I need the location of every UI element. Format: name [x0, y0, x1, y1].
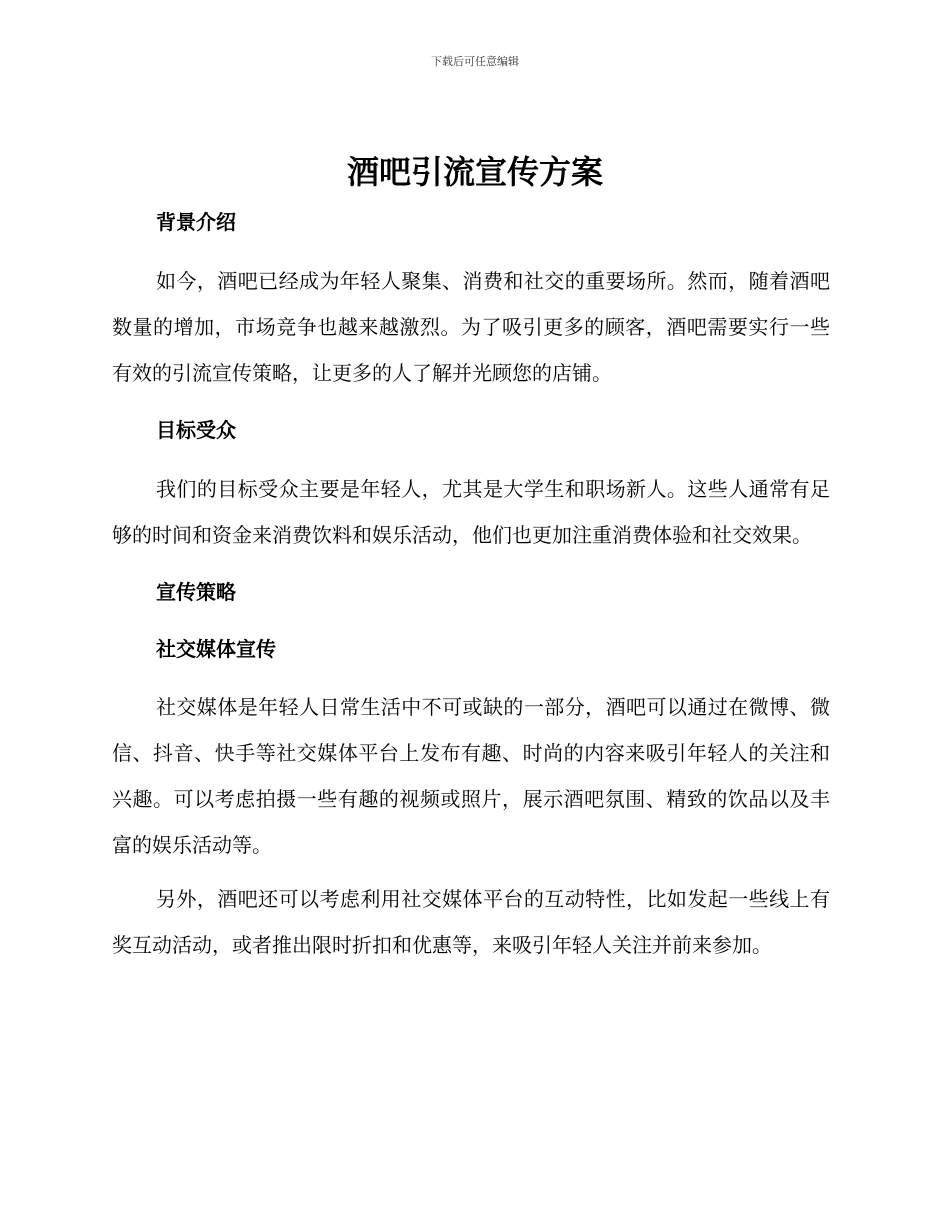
- paragraph-audience: 我们的目标受众主要是年轻人，尤其是大学生和职场新人。这些人通常有足够的时间和资金来消费饮料和娱乐活动，他们也更加注重消费体验和社交效果。: [112, 477, 830, 547]
- section-heading-strategy: 宣传策略: [156, 580, 236, 604]
- document-body: [112, 200, 830, 968]
- paragraph-background: 如今，酒吧已经成为年轻人聚集、消费和社交的重要场所。然而，随着酒吧数量的增加，市场竞争也越来越激烈。为了吸引更多的顾客，酒吧需要实行一些有效的引流宣传策略，让更多的人了解并光顾您的店铺。: [112, 269, 830, 385]
- page-header-note: 下载后可任意编辑: [431, 55, 519, 68]
- paragraph-social-media-1: 社交媒体是年轻人日常生活中不可或缺的一部分，酒吧可以通过在微博、微信、抖音、快手等社交媒体平台上发布有趣、时尚的内容来吸引年轻人的关注和兴趣。可以考虑拍摄一些有趣的视频或照片，展示酒吧氛围、精致的饮品以及丰富的娱乐活动等。: [112, 695, 830, 857]
- paragraph-social-media-2: 另外，酒吧还可以考虑利用社交媒体平台的互动特性，比如发起一些线上有奖互动活动，或者推出限时折扣和优惠等，来吸引年轻人关注并前来参加。: [112, 887, 830, 957]
- subsection-heading-social-media: 社交媒体宣传: [156, 637, 276, 661]
- section-heading-audience: 目标受众: [156, 418, 236, 442]
- document-title: 酒吧引流宣传方案: [346, 153, 603, 191]
- section-heading-background: 背景介绍: [156, 210, 236, 234]
